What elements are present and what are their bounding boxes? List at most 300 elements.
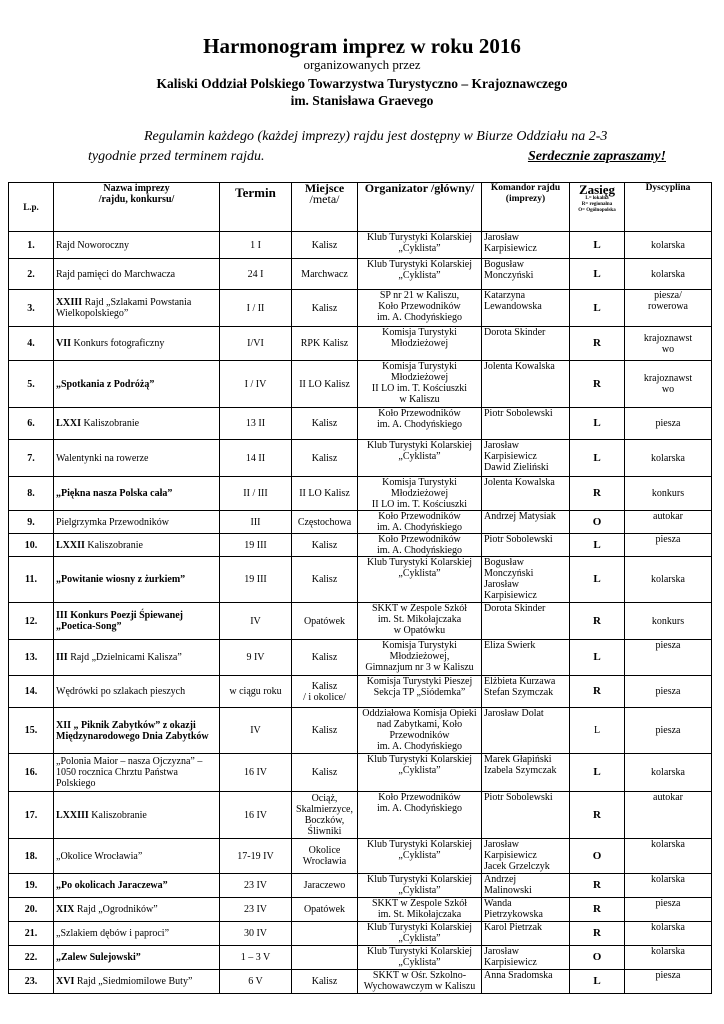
event-term: 13 II (220, 408, 292, 440)
row-number: 2. (9, 259, 54, 290)
event-organizer (358, 290, 482, 327)
event-discipline (625, 259, 712, 290)
event-place-line: RPK Kalisz (300, 338, 349, 349)
event-term: I/VI (220, 327, 292, 361)
event-place-line: Kalisz (311, 539, 338, 551)
event-term: I / II (220, 290, 292, 327)
event-organizer-line: „Cyklista” (398, 885, 441, 896)
event-organizer (358, 898, 482, 922)
event-place (292, 477, 358, 511)
event-commander (482, 898, 570, 922)
event-place-line: Śliwniki (307, 826, 342, 837)
event-organizer-line: Komisja Turystyki Pieszej (366, 676, 473, 687)
event-commander (482, 792, 570, 839)
event-organizer (358, 477, 482, 511)
event-discipline-line: piesza/ (654, 290, 682, 301)
table-row (9, 290, 712, 327)
event-place-line: Ociąż, (311, 793, 338, 804)
event-discipline (625, 361, 712, 408)
event-commander-line: Jolenta Kowalska (484, 361, 555, 372)
event-organizer (358, 511, 482, 534)
event-commander-line: Piotr Sobolewski (484, 534, 553, 545)
event-title: Walentynki na rowerze (56, 452, 149, 464)
event-name (54, 408, 220, 440)
event-organizer-line: im. A. Chodyńskiego (376, 312, 462, 323)
event-place (292, 754, 358, 792)
table-row (9, 259, 712, 290)
event-organizer-line: „Cyklista” (398, 270, 441, 281)
table-row (9, 534, 712, 557)
event-organizer-line: Młodzieżowej (390, 372, 449, 383)
event-organizer-line: im. St. Mikołajczaka (377, 909, 462, 920)
event-title: „Powitanie wiosny z żurkiem” (56, 574, 186, 585)
event-discipline-line: piesza (655, 898, 681, 909)
event-discipline (625, 534, 712, 557)
event-commander-line: Izabela Szymczak (484, 765, 557, 776)
event-discipline-line: kolarska (651, 767, 685, 778)
table-row (9, 970, 712, 994)
event-discipline (625, 511, 712, 534)
event-edition: XXIII (56, 297, 83, 308)
event-discipline-line: konkurs (651, 488, 685, 499)
event-place (292, 839, 358, 874)
event-place-line: / i okolice/ (303, 691, 346, 703)
event-term: 23 IV (220, 898, 292, 922)
event-discipline-line: autokar (653, 792, 683, 803)
event-organizer (358, 408, 482, 440)
event-title: Rajd „Szlakami Powstania Wielkopolskiego” (56, 297, 192, 319)
event-commander-line: Lewandowska (484, 301, 542, 312)
event-edition: LXXII (56, 539, 85, 551)
event-commander (482, 534, 570, 557)
event-title: Wędrówki po szlakach pieszych (56, 686, 186, 697)
event-commander-line: Jarosław (484, 579, 519, 590)
event-commander-line: Andrzej (484, 874, 517, 885)
event-organizer-line: SKKT w Zespole Szkół (371, 603, 468, 614)
event-name (54, 754, 220, 792)
event-name (54, 557, 220, 603)
event-organizer-line: Koło Przewodników (378, 792, 461, 803)
table-row (9, 922, 712, 946)
event-term: 1 I (220, 232, 292, 259)
event-place (292, 946, 358, 970)
event-place-line: Kalisz (311, 725, 338, 736)
event-range: L (570, 534, 625, 557)
event-discipline-line: piesza (655, 970, 681, 981)
event-place-line: Jaraczewo (303, 880, 346, 891)
event-range: R (570, 603, 625, 640)
row-number: 16. (9, 754, 54, 792)
event-discipline-line: kolarska (651, 239, 685, 251)
event-discipline-line: kolarska (651, 946, 685, 957)
event-term: IV (220, 603, 292, 640)
event-discipline (625, 640, 712, 676)
event-commander-line: Bogusław (484, 259, 524, 270)
event-commander-line: Dorota Skinder (484, 327, 546, 338)
event-discipline-line: piesza (655, 725, 681, 736)
table-row (9, 408, 712, 440)
event-organizer-line: Komisja Turystyki (382, 327, 457, 338)
event-commander-line: Monczyński (484, 568, 534, 579)
event-organizer-line: Sekcja TP „Siódemka” (373, 687, 466, 698)
event-organizer-line: „Cyklista” (398, 765, 441, 776)
event-organizer-line: nad Zabytkami, Koło (376, 719, 463, 730)
event-organizer-line: Młodzieżowej (390, 338, 449, 349)
event-organizer (358, 361, 482, 408)
event-place (292, 603, 358, 640)
event-discipline-line: wo (661, 384, 675, 395)
event-term: 1 – 3 V (220, 946, 292, 970)
event-discipline (625, 792, 712, 839)
event-commander-line: Karpisiewicz (484, 243, 537, 254)
event-organizer (358, 534, 482, 557)
table-row (9, 676, 712, 708)
event-discipline (625, 946, 712, 970)
event-name (54, 603, 220, 640)
event-organizer-line: „Cyklista” (398, 568, 441, 579)
event-title: „ Piknik Zabytków” z okazji Międzynarodowego Dnia Zabytków (56, 719, 209, 742)
event-title: Kaliszobranie (84, 539, 143, 551)
event-place (292, 327, 358, 361)
event-organizer-line: II LO im. T. Kościuszki (371, 499, 468, 510)
regulation-note-line2: tygodnie przed terminem rajdu. (88, 149, 265, 164)
row-number: 1. (9, 232, 54, 259)
event-name (54, 511, 220, 534)
event-range: R (570, 792, 625, 839)
event-commander-line: Eliza Świerk (484, 640, 536, 651)
event-organizer (358, 874, 482, 898)
table-row (9, 361, 712, 408)
table-row (9, 839, 712, 874)
event-commander-line: Pietrzykowska (484, 909, 543, 920)
event-name (54, 676, 220, 708)
event-discipline (625, 408, 712, 440)
header-term: Termin (220, 183, 292, 232)
event-place-line: II LO Kalisz (299, 488, 350, 499)
event-term: 24 I (220, 259, 292, 290)
event-term: III (220, 511, 292, 534)
event-commander-line: Katarzyna (484, 290, 526, 301)
event-name (54, 534, 220, 557)
row-number: 15. (9, 708, 54, 754)
event-title: „Zalew Sulejowski” (56, 952, 141, 963)
event-organizer-line: im. A. Chodyńskiego (376, 741, 462, 752)
event-organizer-line: im. A. Chodyńskiego (376, 545, 462, 556)
event-edition: XVI (56, 976, 75, 987)
event-place-line: Opatówek (303, 615, 346, 627)
event-edition: XII (56, 719, 72, 731)
event-title: Rajd Noworoczny (56, 239, 130, 251)
event-place-line: Kalisz (311, 239, 338, 251)
event-edition: LXXI (56, 418, 82, 429)
event-commander-line: Stefan Szymczak (484, 687, 554, 698)
header-commander: Komandor rajdu (imprezy) (482, 183, 570, 232)
event-title: „Polonia Maior – nasza Ojczyzna” – 1050 rocznica Chrztu Państwa Polskiego (56, 756, 203, 789)
event-place-line: II LO Kalisz (299, 378, 350, 390)
row-number: 12. (9, 603, 54, 640)
event-organizer-line: Komisja Turystyki (382, 477, 457, 488)
event-place-line: Częstochowa (297, 516, 352, 528)
event-commander (482, 327, 570, 361)
event-range: R (570, 477, 625, 511)
event-commander-line: Karpisiewicz (484, 451, 537, 462)
header-name: Nazwa imprezy /rajdu, konkursu/ (54, 183, 220, 232)
row-number: 10. (9, 534, 54, 557)
event-discipline-line: autokar (653, 511, 683, 522)
event-organizer-line: Klub Turystyki Kolarskiej (366, 557, 472, 568)
header-range: Zasięg L= lokalna R= regionalna O= Ogólnopolska (570, 183, 625, 232)
event-term: 23 IV (220, 874, 292, 898)
event-commander (482, 477, 570, 511)
event-organizer-line: Koło Przewodników (378, 511, 461, 522)
row-number: 23. (9, 970, 54, 994)
event-name (54, 290, 220, 327)
event-name (54, 874, 220, 898)
event-term: 30 IV (220, 922, 292, 946)
event-organizer-line: „Cyklista” (398, 451, 441, 462)
event-commander-line: Jarosław Dolat (484, 708, 544, 719)
event-commander-line: Anna Sradomska (484, 970, 553, 981)
event-discipline (625, 290, 712, 327)
event-place-line: Opatówek (303, 904, 346, 915)
row-number: 6. (9, 408, 54, 440)
event-organizer-line: SP nr 21 w Kaliszu, (379, 290, 460, 301)
event-place (292, 534, 358, 557)
event-commander-line: Marek Głapiński (484, 754, 552, 765)
event-commander (482, 603, 570, 640)
event-organizer-line: Komisja Turystyki (382, 640, 457, 651)
table-row (9, 898, 712, 922)
organizer-patron: im. Stanisława Graevego (290, 93, 434, 108)
table-row (9, 708, 712, 754)
event-organizer-line: Młodzieżowej, (389, 651, 450, 662)
regulation-note-line1: Regulamin każdego (każdej imprezy) rajdu jest dostępny w Biurze Oddziału na 2-3 (144, 129, 608, 144)
event-organizer (358, 792, 482, 839)
header-organizer: Organizator /główny/ (358, 183, 482, 232)
event-name (54, 259, 220, 290)
event-term: 17-19 IV (220, 839, 292, 874)
event-place (292, 874, 358, 898)
table-row (9, 603, 712, 640)
event-commander (482, 640, 570, 676)
event-title: Rajd „Siedmiomilowe Buty” (74, 976, 193, 987)
event-title: „Szlakiem dębów i paproci” (56, 928, 170, 939)
event-organizer-line: „Cyklista” (398, 933, 441, 944)
event-edition: VII (56, 338, 72, 349)
row-number: 7. (9, 440, 54, 477)
event-organizer-line: „Cyklista” (398, 243, 441, 254)
event-commander-line: Jarosław (484, 946, 519, 957)
event-commander-line: Dorota Skinder (484, 603, 546, 614)
event-range: R (570, 922, 625, 946)
event-range: L (570, 290, 625, 327)
event-discipline-line: piesza (655, 640, 681, 651)
event-organizer (358, 440, 482, 477)
event-title: „Po okolicach Jaraczewa” (56, 880, 168, 891)
event-organizer-line: im. St. Mikołajczaka (377, 614, 462, 625)
event-discipline (625, 970, 712, 994)
event-organizer-line: SKKT w Zespole Szkół (371, 898, 468, 909)
organizer-name: Kaliski Oddział Polskiego Towarzystwa Turystyczno – Krajoznawczego (156, 76, 568, 91)
row-number: 17. (9, 792, 54, 839)
event-name (54, 792, 220, 839)
event-name (54, 232, 220, 259)
event-place-line: Boczków, (304, 815, 345, 826)
event-organizer-line: „Cyklista” (398, 850, 441, 861)
event-commander-line: Jolenta Kowalska (484, 477, 555, 488)
event-discipline (625, 708, 712, 754)
event-organizer (358, 839, 482, 874)
row-number: 22. (9, 946, 54, 970)
header-lp: L.p. (9, 183, 54, 232)
event-discipline (625, 327, 712, 361)
table-row (9, 640, 712, 676)
event-organizer-line: Klub Turystyki Kolarskiej (366, 922, 472, 933)
event-discipline (625, 922, 712, 946)
event-organizer (358, 259, 482, 290)
event-place-line: Kalisz (311, 652, 338, 663)
event-title: Konkurs Poezji Śpiewanej „Poetica-Song” (56, 610, 183, 632)
event-discipline-line: piesza (655, 418, 681, 429)
event-commander-line: Karpisiewicz (484, 850, 537, 861)
event-term: 6 V (220, 970, 292, 994)
event-place-line: Kalisz (311, 976, 338, 987)
row-number: 5. (9, 361, 54, 408)
event-commander (482, 361, 570, 408)
event-discipline (625, 874, 712, 898)
row-number: 3. (9, 290, 54, 327)
table-row (9, 327, 712, 361)
event-organizer-line: Koło Przewodników (378, 408, 461, 419)
event-place-line: Kalisz (311, 680, 338, 692)
event-organizer-line: Klub Turystyki Kolarskiej (366, 259, 472, 270)
event-name (54, 970, 220, 994)
event-organizer-line: Młodzieżowej (390, 488, 449, 499)
event-discipline (625, 603, 712, 640)
event-place (292, 557, 358, 603)
table-row (9, 440, 712, 477)
table-row (9, 511, 712, 534)
event-organizer (358, 708, 482, 754)
event-name (54, 946, 220, 970)
event-place (292, 922, 358, 946)
row-number: 20. (9, 898, 54, 922)
event-title: Rajd „Ogrodników” (74, 904, 158, 915)
event-commander-line: Karpisiewicz (484, 957, 537, 968)
event-organizer-line: Przewodników (389, 730, 450, 741)
event-title: Kaliszobranie (88, 809, 147, 821)
event-discipline-line: konkurs (651, 615, 685, 627)
event-discipline (625, 557, 712, 603)
event-commander-line: Monczyński (484, 270, 534, 281)
event-commander (482, 922, 570, 946)
event-discipline-line: piesza (655, 534, 681, 545)
event-organizer-line: Wychowawczym w Kaliszu (363, 981, 476, 992)
event-discipline (625, 839, 712, 874)
event-discipline-line: kolarska (651, 268, 685, 280)
header-place: Miejsce /meta/ (292, 183, 358, 232)
event-range: L (570, 970, 625, 994)
event-organizer-line: Klub Turystyki Kolarskiej (366, 874, 472, 885)
event-place (292, 970, 358, 994)
event-discipline-line: kolarska (651, 574, 685, 585)
event-range: R (570, 874, 625, 898)
event-commander (482, 259, 570, 290)
event-name (54, 839, 220, 874)
event-term: 14 II (220, 440, 292, 477)
event-range: L (570, 408, 625, 440)
event-organizer-line: Klub Turystyki Kolarskiej (366, 839, 472, 850)
table-row (9, 477, 712, 511)
event-organizer-line: SKKT w Ośr. Szkolno- (372, 970, 467, 981)
row-number: 4. (9, 327, 54, 361)
event-name (54, 922, 220, 946)
event-discipline (625, 754, 712, 792)
event-term: 19 III (220, 557, 292, 603)
row-number: 18. (9, 839, 54, 874)
row-number: 8. (9, 477, 54, 511)
event-organizer (358, 754, 482, 792)
table-row (9, 557, 712, 603)
event-commander (482, 839, 570, 874)
event-commander-line: Elżbieta Kurzawa (484, 676, 556, 687)
event-commander-line: Jarosław (484, 839, 519, 850)
event-discipline (625, 676, 712, 708)
events-table (8, 182, 712, 994)
event-discipline-line: wo (661, 343, 675, 355)
event-commander (482, 676, 570, 708)
event-organizer-line: II LO im. T. Kościuszki (371, 383, 468, 394)
event-edition: III (56, 610, 68, 621)
event-commander-line: Jarosław (484, 440, 519, 451)
event-organizer (358, 640, 482, 676)
event-title: „Okolice Wrocławia” (56, 850, 143, 862)
event-commander-line: Malinowski (484, 885, 532, 896)
event-organizer (358, 327, 482, 361)
event-place (292, 676, 358, 708)
event-discipline-line: kolarska (651, 922, 685, 933)
event-commander (482, 290, 570, 327)
event-range: L (570, 640, 625, 676)
event-discipline (625, 440, 712, 477)
event-place-line: Marchwacz (301, 268, 348, 280)
row-number: 9. (9, 511, 54, 534)
event-title: Pielgrzymka Przewodników (56, 516, 170, 528)
table-row (9, 946, 712, 970)
event-place (292, 440, 358, 477)
event-commander-line: Piotr Sobolewski (484, 792, 553, 803)
event-commander-line: Karol Pietrzak (484, 922, 543, 933)
event-organizer-line: Komisja Turystyki (382, 361, 457, 372)
event-title: „Piękna nasza Polska cała” (56, 488, 173, 499)
event-title: Kaliszobranie (81, 418, 140, 429)
table-row (9, 792, 712, 839)
event-place-line: Kalisz (311, 574, 338, 585)
event-place (292, 708, 358, 754)
event-discipline-line: krajoznawst (643, 332, 693, 344)
event-commander (482, 557, 570, 603)
event-discipline-line: krajoznawst (643, 373, 693, 384)
welcome-text: Serdecznie zapraszamy! (527, 149, 666, 164)
table-row (9, 874, 712, 898)
event-organizer-line: Oddziałowa Komisja Opieki (362, 708, 477, 719)
event-range: R (570, 361, 625, 408)
event-term: 19 III (220, 534, 292, 557)
subtitle: organizowanych przez (303, 57, 421, 72)
event-range: O (570, 839, 625, 874)
event-organizer-line: im. A. Chodyńskiego (376, 803, 462, 814)
header-discipline: Dyscyplina (625, 183, 712, 232)
